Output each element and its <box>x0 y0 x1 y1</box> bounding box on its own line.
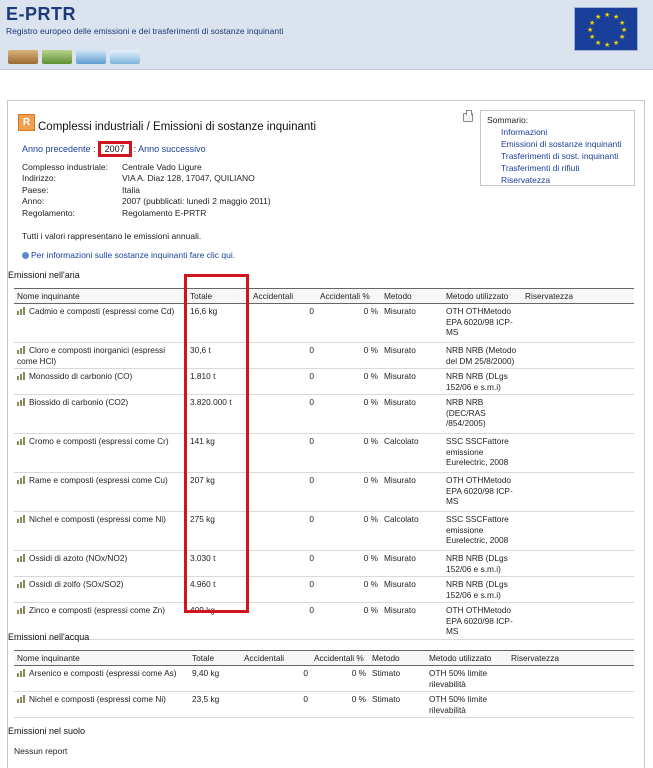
total-cell <box>187 343 250 369</box>
column-header[interactable]: Accidentali <box>241 651 311 666</box>
method-used-cell <box>443 369 522 395</box>
total-text: 23,5 kg <box>192 694 220 704</box>
accidental-percent-text: 0 % <box>363 306 378 316</box>
eu-flag-icon: ★ ★ ★ ★ ★ ★ ★ ★ ★ ★ ★ ★ <box>574 7 638 51</box>
detail-row <box>22 185 271 196</box>
pollutant-name-text: Cromo e composti (espressi come Cr) <box>29 436 169 446</box>
pollutant-name-text: Biossido di carbonio (CO2) <box>29 397 129 407</box>
summary-link[interactable]: Trasferimenti di sost. inquinanti <box>501 151 619 161</box>
summary-link[interactable]: Trasferimenti di rifiuti <box>501 163 580 173</box>
total-cell <box>187 369 250 395</box>
method-used-cell <box>443 512 522 551</box>
column-header[interactable]: Nome inquinante <box>14 651 189 666</box>
method-used-cell <box>443 343 522 369</box>
bar-chart-icon[interactable] <box>17 372 26 380</box>
method-used-text: OTH OTHMetodo EPA 6020/98 ICP-MS <box>446 605 513 636</box>
detail-label: Indirizzo: <box>22 173 57 184</box>
column-header[interactable]: Accidentali % <box>311 651 369 666</box>
confidentiality-cell <box>522 577 634 603</box>
method-used-cell <box>443 551 522 577</box>
pollutant-info-link[interactable] <box>22 250 235 260</box>
table-row <box>14 434 634 473</box>
accidental-text: 0 <box>309 553 314 563</box>
annual-note: Tutti i valori rappresentano le emissioni annuali. <box>22 231 202 241</box>
table-row <box>14 603 634 640</box>
table-row <box>14 304 634 343</box>
accidental-percent-cell <box>311 692 369 718</box>
table-row <box>14 577 634 603</box>
table-header-row <box>14 651 634 666</box>
accidental-cell <box>250 473 317 512</box>
method-used-text: SSC SSCFattore emissione Eurelectric, 2008 <box>446 514 509 545</box>
column-header[interactable]: Totale <box>187 289 250 304</box>
accidental-text: 0 <box>309 579 314 589</box>
accidental-cell <box>250 512 317 551</box>
bar-chart-icon[interactable] <box>17 346 26 354</box>
site-header <box>0 0 653 70</box>
total-text: 141 kg <box>190 436 215 446</box>
column-header[interactable]: Accidentali <box>250 289 317 304</box>
detail-row <box>22 173 271 184</box>
table-row <box>14 551 634 577</box>
method-text: Stimato <box>372 694 401 704</box>
bar-chart-icon[interactable] <box>17 307 26 315</box>
accidental-percent-text: 0 % <box>363 514 378 524</box>
bar-chart-icon[interactable] <box>17 515 26 523</box>
accidental-percent-text: 0 % <box>351 668 366 678</box>
accidental-text: 0 <box>309 345 314 355</box>
method-text: Misurato <box>384 553 416 563</box>
water-section-title: Emissioni nell'acqua <box>8 632 90 642</box>
separator: : <box>93 144 96 154</box>
print-icon[interactable] <box>463 113 473 122</box>
column-header[interactable]: Metodo <box>381 289 443 304</box>
method-cell <box>381 395 443 434</box>
detail-label: Anno: <box>22 196 45 207</box>
header-thumbnails <box>8 50 140 64</box>
air-section-title: Emissioni nell'aria <box>8 270 80 280</box>
accidental-cell <box>250 343 317 369</box>
pollutant-name-text: Cloro e composti inorganici (espressi come HCl) <box>17 345 166 366</box>
pollutant-name-text: Monossido di carbonio (CO) <box>29 371 133 381</box>
accidental-text: 0 <box>309 306 314 316</box>
total-text: 207 kg <box>190 475 215 485</box>
summary-link[interactable]: Informazioni <box>501 127 548 137</box>
water-emissions-table <box>14 650 634 718</box>
pollutant-name-cell <box>14 577 187 603</box>
header-thumbnail <box>76 50 106 64</box>
accidental-percent-text: 0 % <box>363 371 378 381</box>
accidental-percent-text: 0 % <box>363 579 378 589</box>
bar-chart-icon[interactable] <box>17 695 26 703</box>
method-used-text: NRB NRB (DLgs 152/06 e s.m.i) <box>446 579 508 600</box>
table-row <box>14 395 634 434</box>
accidental-cell <box>250 434 317 473</box>
column-header[interactable]: Metodo utilizzato <box>443 289 522 304</box>
column-header[interactable]: Metodo <box>369 651 426 666</box>
header-thumbnail <box>110 50 140 64</box>
method-used-text: OTH OTHMetodo EPA 6020/98 ICP-MS <box>446 306 513 337</box>
pollutant-name-text: Ossidi di azoto (NOx/NO2) <box>29 553 128 563</box>
method-used-text: OTH OTHMetodo EPA 6020/98 ICP-MS <box>446 475 513 506</box>
pollutant-name-cell <box>14 473 187 512</box>
confidentiality-cell <box>522 434 634 473</box>
accidental-percent-cell <box>317 551 381 577</box>
accidental-percent-cell <box>317 577 381 603</box>
method-used-cell <box>443 434 522 473</box>
method-text: Calcolato <box>384 436 419 446</box>
method-used-text: OTH 50% limite rilevabilità <box>429 694 488 715</box>
next-year-link[interactable]: Anno successivo <box>138 144 206 154</box>
year-nav <box>22 141 206 157</box>
accidental-cell <box>241 692 311 718</box>
accidental-cell <box>250 577 317 603</box>
accidental-percent-text: 0 % <box>363 345 378 355</box>
method-cell <box>381 473 443 512</box>
bar-chart-icon[interactable] <box>17 476 26 484</box>
method-used-cell <box>443 304 522 343</box>
table-row <box>14 692 634 718</box>
site-tagline: Registro europeo delle emissioni e dei trasferimenti di sostanze inquinanti <box>6 26 284 36</box>
method-used-text: NRB NRB (DLgs 152/06 e s.m.i) <box>446 553 508 574</box>
bar-chart-icon[interactable] <box>17 606 26 614</box>
total-text: 9,40 kg <box>192 668 220 678</box>
pollutant-name-text: Nichel e composti (espressi come Ni) <box>29 694 166 704</box>
summary-box <box>480 110 635 186</box>
accidental-percent-text: 0 % <box>351 694 366 704</box>
detail-value: Italia <box>122 184 140 195</box>
table-row <box>14 369 634 395</box>
facility-details <box>22 162 271 219</box>
confidentiality-cell <box>522 343 634 369</box>
accidental-percent-cell <box>317 395 381 434</box>
pollutant-name-cell <box>14 434 187 473</box>
method-used-cell <box>426 666 508 692</box>
column-header[interactable]: Totale <box>189 651 241 666</box>
total-cell <box>189 666 241 692</box>
method-cell <box>369 692 426 718</box>
total-cell <box>187 434 250 473</box>
accidental-cell <box>250 369 317 395</box>
detail-value: Regolamento E-PRTR <box>122 207 207 218</box>
method-cell <box>381 304 443 343</box>
method-cell <box>381 551 443 577</box>
method-text: Misurato <box>384 605 416 615</box>
total-cell <box>189 692 241 718</box>
table-row <box>14 473 634 512</box>
pollutant-name-text: Arsenico e composti (espressi come As) <box>29 668 177 678</box>
method-cell <box>381 343 443 369</box>
pollutant-info-text[interactable]: Per informazioni sulle sostanze inquinanti fare clic qui. <box>31 250 236 260</box>
method-used-text: OTH 50% limite rilevabilità <box>429 668 488 689</box>
total-text: 409 kg <box>190 605 215 615</box>
pollutant-name-cell <box>14 395 187 434</box>
total-text: 4.960 t <box>190 579 216 589</box>
pollutant-name-text: Rame e composti (espressi come Cu) <box>29 475 168 485</box>
column-header[interactable]: Riservatezza <box>522 289 634 304</box>
pollutant-name-text: Zinco e composti (espressi come Zn) <box>29 605 166 615</box>
total-text: 30,6 t <box>190 345 211 355</box>
accidental-percent-cell <box>317 434 381 473</box>
accidental-cell <box>241 666 311 692</box>
method-cell <box>369 666 426 692</box>
method-text: Misurato <box>384 345 416 355</box>
confidentiality-cell <box>522 395 634 434</box>
accidental-percent-cell <box>317 304 381 343</box>
accidental-percent-text: 0 % <box>363 436 378 446</box>
method-cell <box>381 603 443 640</box>
detail-label: Paese: <box>22 184 49 195</box>
accidental-text: 0 <box>309 397 314 407</box>
pollutant-name-cell <box>14 551 187 577</box>
detail-label: Regolamento: <box>22 207 75 218</box>
accidental-percent-text: 0 % <box>363 397 378 407</box>
total-cell <box>187 304 250 343</box>
pollutant-name-cell <box>14 343 187 369</box>
method-used-cell <box>426 692 508 718</box>
accidental-percent-cell <box>317 512 381 551</box>
method-text: Calcolato <box>384 514 419 524</box>
detail-row <box>22 162 271 173</box>
accidental-percent-cell <box>317 603 381 640</box>
table-row <box>14 666 634 692</box>
total-cell <box>187 473 250 512</box>
confidentiality-cell <box>522 551 634 577</box>
accidental-cell <box>250 603 317 640</box>
pollutant-name-cell <box>14 666 189 692</box>
accidental-text: 0 <box>303 694 308 704</box>
confidentiality-cell <box>522 369 634 395</box>
method-text: Misurato <box>384 475 416 485</box>
confidentiality-cell <box>508 666 634 692</box>
confidentiality-cell <box>522 473 634 512</box>
method-cell <box>381 369 443 395</box>
bar-chart-icon[interactable] <box>17 669 26 677</box>
accidental-text: 0 <box>303 668 308 678</box>
pollutant-name-text: Nichel e composti (espressi come Ni) <box>29 514 166 524</box>
accidental-percent-cell <box>317 369 381 395</box>
confidentiality-cell <box>522 512 634 551</box>
pollutant-name-cell <box>14 369 187 395</box>
table-header-row <box>14 289 634 304</box>
summary-link[interactable]: Emissioni di sostanze inquinanti <box>501 139 622 149</box>
accidental-percent-text: 0 % <box>363 553 378 563</box>
header-thumbnail <box>8 50 38 64</box>
bar-chart-icon[interactable] <box>17 554 26 562</box>
column-header[interactable]: Nome inquinante <box>14 289 187 304</box>
summary-title: Sommario: <box>487 115 529 125</box>
method-text: Misurato <box>384 371 416 381</box>
method-used-cell <box>443 395 522 434</box>
detail-value: Centrale Vado Ligure <box>122 162 202 172</box>
soil-section-title: Emissioni nel suolo <box>8 726 86 736</box>
method-used-cell <box>443 603 522 640</box>
summary-link[interactable]: Riservatezza <box>501 175 551 185</box>
column-header[interactable]: Accidentali % <box>317 289 381 304</box>
accidental-percent-cell <box>317 473 381 512</box>
accidental-percent-cell <box>311 666 369 692</box>
accidental-text: 0 <box>309 371 314 381</box>
pollutant-name-text: Cadmio e composti (espressi come Cd) <box>29 306 175 316</box>
header-thumbnail <box>42 50 72 64</box>
accidental-text: 0 <box>309 436 314 446</box>
total-cell <box>187 603 250 640</box>
method-text: Stimato <box>372 668 401 678</box>
total-text: 275 kg <box>190 514 215 524</box>
accidental-text: 0 <box>309 475 314 485</box>
pollutant-name-cell <box>14 692 189 718</box>
method-used-text: NRB NRB (Metodo del DM 25/8/2000) <box>446 345 517 366</box>
pollutant-name-text: Ossidi di zolfo (SOx/SO2) <box>29 579 124 589</box>
detail-value: 2007 (pubblicati: lunedì 2 maggio 2011) <box>122 196 271 207</box>
column-header[interactable]: Riservatezza <box>508 651 634 666</box>
method-text: Misurato <box>384 579 416 589</box>
site-brand[interactable]: E-PRTR <box>6 4 76 24</box>
method-cell <box>381 512 443 551</box>
method-used-cell <box>443 577 522 603</box>
accidental-text: 0 <box>309 514 314 524</box>
total-text: 16,6 kg <box>190 306 218 316</box>
table-row <box>14 512 634 551</box>
total-cell <box>187 512 250 551</box>
column-header[interactable]: Metodo utilizzato <box>426 651 508 666</box>
confidentiality-cell <box>522 304 634 343</box>
info-icon <box>22 252 29 259</box>
method-cell <box>381 434 443 473</box>
accidental-percent-text: 0 % <box>363 605 378 615</box>
total-text: 1.810 t <box>190 371 216 381</box>
accidental-percent-cell <box>317 343 381 369</box>
total-cell <box>187 551 250 577</box>
pollutant-name-cell <box>14 512 187 551</box>
prev-year-link[interactable]: Anno precedente <box>22 144 91 154</box>
table-row <box>14 343 634 369</box>
bar-chart-icon[interactable] <box>17 580 26 588</box>
detail-row <box>22 196 271 207</box>
total-cell <box>187 577 250 603</box>
confidentiality-cell <box>522 603 634 640</box>
confidentiality-cell <box>508 692 634 718</box>
detail-row <box>22 208 271 219</box>
accidental-cell <box>250 551 317 577</box>
soil-empty-message: Nessun report <box>14 746 68 756</box>
separator: : <box>133 144 137 154</box>
method-text: Misurato <box>384 306 416 316</box>
pollutant-name-cell <box>14 304 187 343</box>
air-emissions-table <box>14 288 634 640</box>
report-badge: R <box>18 114 35 131</box>
method-used-cell <box>443 473 522 512</box>
detail-value: VIA A. Diaz 128, 17047, QUILIANO <box>122 173 255 184</box>
bar-chart-icon[interactable] <box>17 398 26 406</box>
method-used-text: NRB NRB (DEC/RAS /854/2005) <box>446 397 486 428</box>
method-used-text: SSC SSCFattore emissione Eurelectric, 2008 <box>446 436 509 467</box>
total-text: 3.030 t <box>190 553 216 563</box>
total-text: 3.820.000 t <box>190 397 232 407</box>
method-text: Misurato <box>384 397 416 407</box>
method-used-text: NRB NRB (DLgs 152/06 e s.m.i) <box>446 371 508 392</box>
bar-chart-icon[interactable] <box>17 437 26 445</box>
page-title: Complessi industriali / Emissioni di sostanze inquinanti <box>38 121 317 133</box>
accidental-cell <box>250 304 317 343</box>
accidental-text: 0 <box>309 605 314 615</box>
total-cell <box>187 395 250 434</box>
accidental-cell <box>250 395 317 434</box>
accidental-percent-text: 0 % <box>363 475 378 485</box>
current-year: 2007 <box>98 141 132 157</box>
method-cell <box>381 577 443 603</box>
detail-label: Complesso industriale: <box>22 162 108 172</box>
